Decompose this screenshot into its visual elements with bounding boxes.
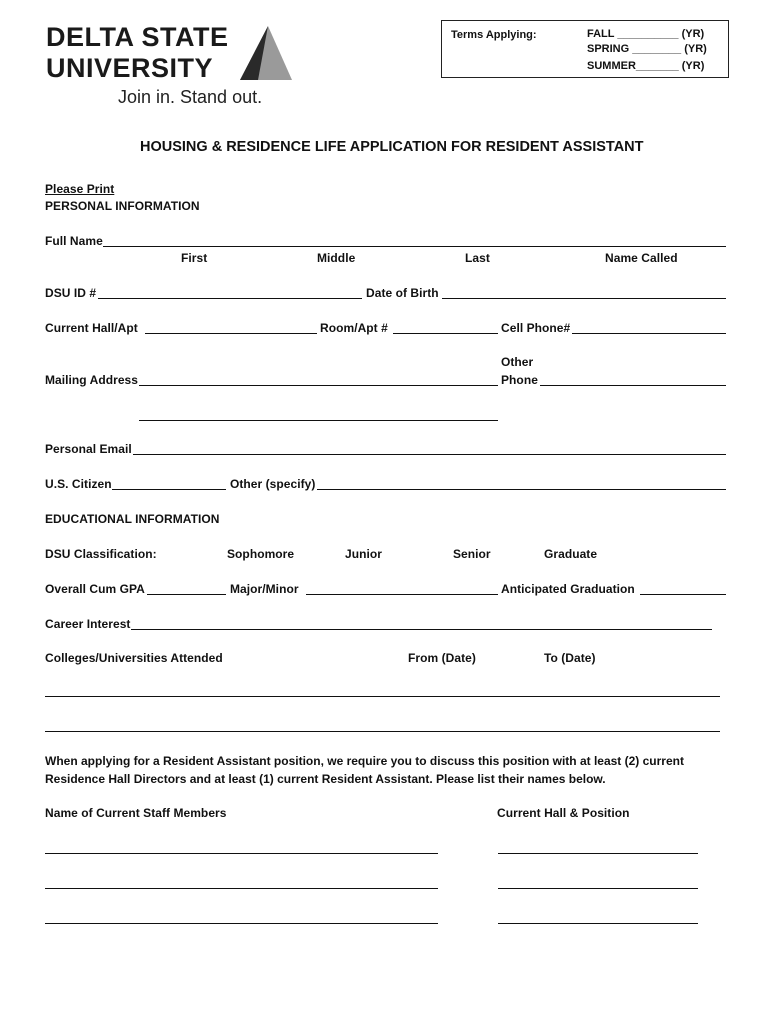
personal-info-heading: PERSONAL INFORMATION bbox=[45, 199, 200, 213]
dob-field[interactable] bbox=[442, 298, 726, 299]
anticipated-graduation-label: Anticipated Graduation bbox=[501, 582, 635, 596]
staff-name-line-1[interactable] bbox=[45, 853, 438, 854]
staff-requirement-paragraph: When applying for a Resident Assistant position, we require you to discuss this position with at least (2) current Residence Hall Directors and at least (1) current Resident Assistant. Please list their names below. bbox=[45, 754, 684, 786]
other-phone-field[interactable] bbox=[540, 385, 726, 386]
class-graduate[interactable]: Graduate bbox=[544, 547, 598, 561]
current-hall-field[interactable] bbox=[145, 333, 317, 334]
colleges-label: Colleges/Universities Attended bbox=[45, 651, 223, 665]
term-fall[interactable]: FALL __________ (YR) bbox=[587, 28, 705, 40]
please-print-note: Please Print bbox=[45, 182, 115, 196]
name-part-first: First bbox=[181, 251, 208, 265]
staff-name-line-2[interactable] bbox=[45, 888, 438, 889]
mailing-address-line-2[interactable] bbox=[139, 420, 498, 421]
staff-name-column-label: Name of Current Staff Members bbox=[45, 806, 227, 820]
room-label: Room/Apt # bbox=[320, 321, 388, 335]
career-interest-field[interactable] bbox=[131, 629, 712, 630]
cell-phone-label: Cell Phone# bbox=[501, 321, 571, 335]
us-citizen-field[interactable] bbox=[112, 489, 226, 490]
terms-applying-box bbox=[441, 20, 729, 78]
colleges-line-2[interactable] bbox=[45, 731, 720, 732]
staff-hall-line-2[interactable] bbox=[498, 888, 698, 889]
personal-email-field[interactable] bbox=[133, 454, 726, 455]
classification-label: DSU Classification: bbox=[45, 547, 157, 561]
logo-triangle-icon bbox=[238, 24, 294, 82]
logo-line-2: UNIVERSITY bbox=[46, 53, 214, 83]
current-hall-label: Current Hall/Apt bbox=[45, 321, 138, 335]
other-specify-label: Other (specify) bbox=[230, 477, 316, 491]
class-junior[interactable]: Junior bbox=[345, 547, 382, 561]
gpa-field[interactable] bbox=[147, 594, 226, 595]
dob-label: Date of Birth bbox=[366, 286, 439, 300]
form-title: HOUSING & RESIDENCE LIFE APPLICATION FOR RESIDENT ASSISTANT bbox=[140, 139, 644, 155]
other-specify-field[interactable] bbox=[317, 489, 726, 490]
staff-hall-line-3[interactable] bbox=[498, 923, 698, 924]
major-minor-label: Major/Minor bbox=[230, 582, 299, 596]
term-summer[interactable]: SUMMER_______ (YR) bbox=[587, 60, 705, 72]
staff-hall-column-label: Current Hall & Position bbox=[497, 806, 630, 820]
other-phone-label-2: Phone bbox=[501, 373, 538, 387]
logo-line-1: DELTA STATE bbox=[46, 22, 229, 52]
dsu-id-label: DSU ID # bbox=[45, 286, 97, 300]
name-part-last: Last bbox=[465, 251, 490, 265]
from-date-label: From (Date) bbox=[408, 651, 476, 665]
name-part-middle: Middle bbox=[317, 251, 356, 265]
logo-tagline: Join in. Stand out. bbox=[118, 87, 263, 107]
major-minor-field[interactable] bbox=[306, 594, 498, 595]
dsu-id-field[interactable] bbox=[98, 298, 362, 299]
staff-hall-line-1[interactable] bbox=[498, 853, 698, 854]
staff-name-line-3[interactable] bbox=[45, 923, 438, 924]
full-name-label: Full Name bbox=[45, 234, 103, 248]
other-phone-label-1: Other bbox=[501, 355, 534, 369]
class-sophomore[interactable]: Sophomore bbox=[227, 547, 295, 561]
us-citizen-label: U.S. Citizen bbox=[45, 477, 112, 491]
career-interest-label: Career Interest bbox=[45, 617, 131, 631]
colleges-line-1[interactable] bbox=[45, 696, 720, 697]
mailing-address-label: Mailing Address bbox=[45, 373, 138, 387]
term-spring[interactable]: SPRING ________ (YR) bbox=[587, 43, 707, 55]
to-date-label: To (Date) bbox=[544, 651, 596, 665]
name-part-called: Name Called bbox=[605, 251, 678, 265]
cell-phone-field[interactable] bbox=[572, 333, 726, 334]
personal-email-label: Personal Email bbox=[45, 442, 132, 456]
anticipated-graduation-field[interactable] bbox=[640, 594, 726, 595]
mailing-address-field[interactable] bbox=[139, 385, 498, 386]
full-name-field[interactable] bbox=[103, 246, 726, 247]
education-heading: EDUCATIONAL INFORMATION bbox=[45, 512, 220, 526]
terms-label: Terms Applying: bbox=[451, 29, 537, 41]
room-field[interactable] bbox=[393, 333, 498, 334]
gpa-label: Overall Cum GPA bbox=[45, 582, 145, 596]
class-senior[interactable]: Senior bbox=[453, 547, 491, 561]
